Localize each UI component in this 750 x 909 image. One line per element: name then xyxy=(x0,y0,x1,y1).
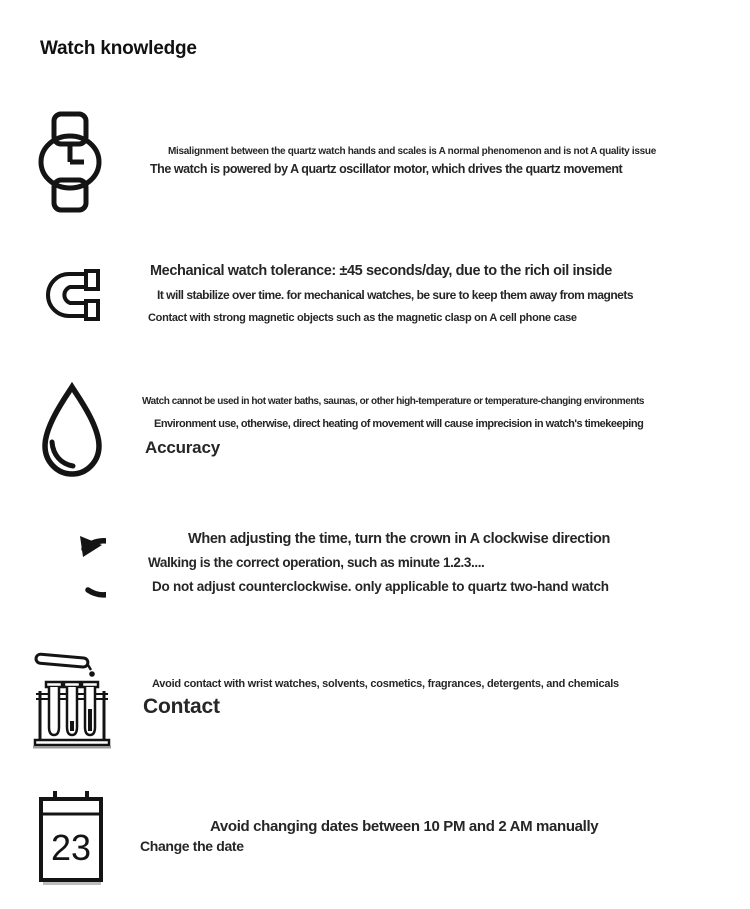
calendar-day-number: 23 xyxy=(50,827,92,868)
calendar-icon xyxy=(38,790,104,886)
section-note: Contact with strong magnetic objects such as the magnetic clasp on A cell phone case xyxy=(148,312,577,324)
section-text: Avoid contact with wrist watches, solvents, cosmetics, fragrances, detergents, and chemicals xyxy=(152,678,619,690)
water-drop-icon xyxy=(38,382,106,482)
watch-icon xyxy=(38,111,102,213)
section-accuracy xyxy=(0,382,750,484)
section-quartz-movement xyxy=(0,111,750,215)
section-text: The watch is powered by A quartz oscillator motor, which drives the quartz movement xyxy=(150,162,623,176)
magnet-icon xyxy=(42,265,102,325)
section-chemical-contact xyxy=(0,645,750,751)
section-heading: Avoid changing dates between 10 PM and 2 AM manually xyxy=(210,818,599,835)
section-text: Walking is the correct operation, such as minute 1.2.3.... xyxy=(148,555,485,570)
section-text: It will stabilize over time. for mechanical watches, be sure to keep them away from magnets xyxy=(157,288,634,302)
section-note: Misalignment between the quartz watch hands and scales is A normal phenomenon and is not A quality issue xyxy=(168,146,656,157)
test-tubes-icon xyxy=(32,645,112,749)
section-adjusting-time xyxy=(0,522,750,610)
section-magnetism xyxy=(0,262,750,326)
section-text: Do not adjust counterclockwise. only applicable to quartz two-hand watch xyxy=(152,579,609,594)
section-heading: Mechanical watch tolerance: ±45 seconds/day, due to the rich oil inside xyxy=(150,263,612,279)
section-note: Watch cannot be used in hot water baths, saunas, or other high-temperature or temperature-changing environments xyxy=(142,396,644,407)
section-heading: Accuracy xyxy=(145,438,220,457)
section-heading: When adjusting the time, turn the crown in A clockwise direction xyxy=(188,531,611,547)
section-change-date xyxy=(0,790,750,886)
section-heading: Contact xyxy=(143,695,220,718)
clockwise-arrow-icon xyxy=(38,524,106,609)
section-text: Environment use, otherwise, direct heating of movement will cause imprecision in watch's timekeeping xyxy=(154,418,644,430)
page-title: Watch knowledge xyxy=(40,38,197,59)
section-text: Change the date xyxy=(140,838,244,854)
